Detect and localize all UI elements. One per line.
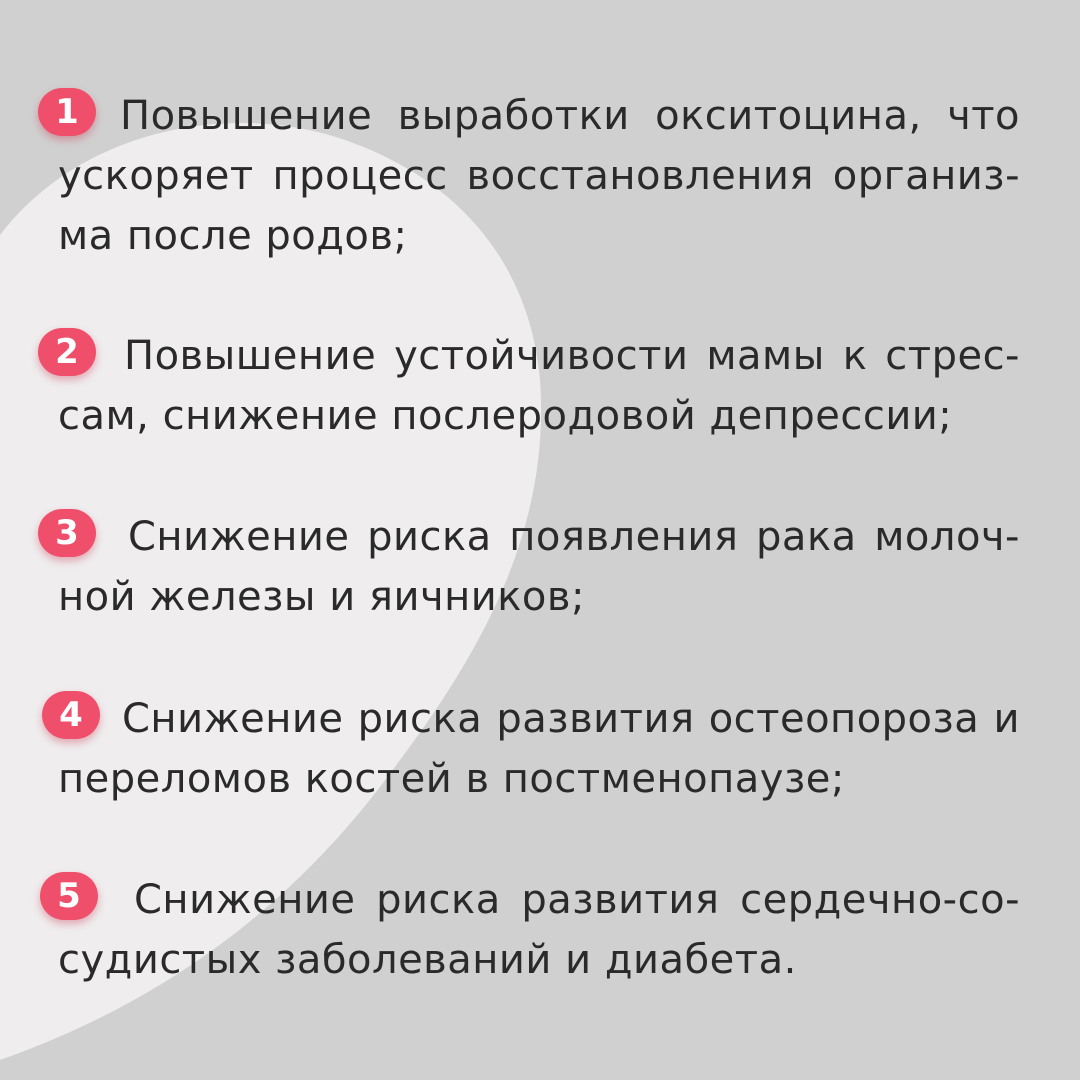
item-3-line-2: ной железы и яичников; xyxy=(58,574,585,620)
item-5-line-1: Снижение риска развития сердечно-со- xyxy=(134,877,1020,923)
item-1-line-3: ма после родов; xyxy=(58,213,408,259)
number-badge-2: 2 xyxy=(38,328,96,376)
item-4-line-1: Снижение риска развития остеопороза и xyxy=(122,696,1020,742)
number-badge-3: 3 xyxy=(38,509,96,557)
number-badge-4: 4 xyxy=(42,691,100,739)
item-2-line-2: сам, снижение послеродовой депрессии; xyxy=(58,393,953,439)
item-1-line-2: ускоряет процесс восстановления организ- xyxy=(58,153,1020,199)
number-badge-5: 5 xyxy=(40,872,98,920)
item-3-line-1: Снижение риска появления рака молоч- xyxy=(128,514,1020,560)
item-5-line-2: судистых заболеваний и диабета. xyxy=(58,937,797,983)
item-4-line-2: переломов костей в постменопаузе; xyxy=(58,756,845,802)
number-badge-1: 1 xyxy=(38,88,96,136)
item-1-line-1: Повышение выработки окситоцина, что xyxy=(120,93,1020,139)
item-2-line-1: Повышение устойчивости мамы к стрес- xyxy=(124,333,1020,379)
